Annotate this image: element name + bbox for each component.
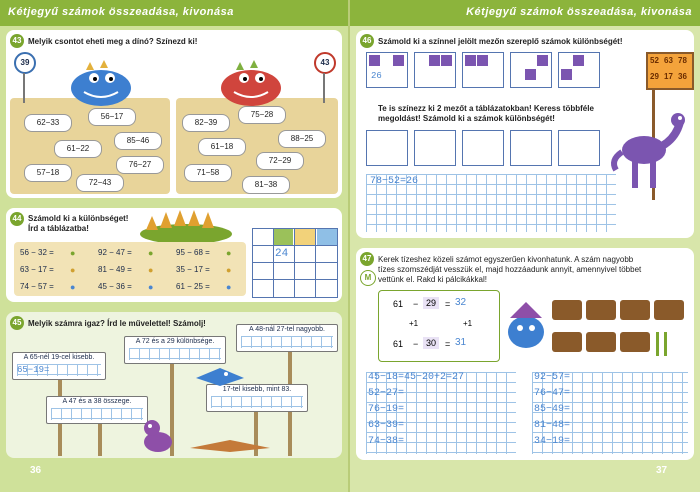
exercise-instruction: vettünk el. Rakd ki pálcikákkal! (378, 275, 487, 284)
equation: 61 − 25 = (176, 282, 210, 291)
exercise-instruction: Melyik számra igaz? Írd le műveletteI! Számolj! (28, 319, 206, 328)
exercise-number: 44 (10, 212, 24, 226)
mini-table[interactable] (510, 130, 552, 166)
exercise-instruction: Számold ki a színnel jelölt mezőn szereplő számok különbségét! (378, 37, 623, 46)
written-answer: 76−19= (368, 404, 405, 415)
page-number-left: 36 (30, 465, 42, 476)
purple-dino-illustration (614, 100, 684, 200)
number-board (646, 52, 694, 90)
board-number: 78 (678, 56, 687, 65)
sign-pole (323, 73, 325, 103)
diagram-value: +1 (409, 319, 419, 328)
sign-left: 39 (14, 52, 36, 74)
board-number: 36 (678, 72, 687, 81)
diagram-value: 29 (423, 297, 439, 309)
board-number: 63 (664, 56, 673, 65)
board-number: 17 (664, 72, 673, 81)
clue-text: A 72 és a 29 különbsége. (135, 338, 215, 345)
written-answer: 34−19= (534, 436, 571, 447)
answer-grid[interactable] (366, 174, 616, 232)
equation: 45 − 36 = (98, 282, 132, 291)
diagram-value: 61 (393, 299, 404, 309)
page-number-right: 37 (656, 465, 668, 476)
written-answer: 76−47= (534, 388, 571, 399)
clue-text: 17-tel kisebb, mint 83. (222, 386, 292, 393)
clue-text: A 65-nél 19-cel kisebb. (23, 354, 95, 361)
bone[interactable]: 57−18 (24, 164, 72, 182)
table-header-cell (317, 229, 337, 245)
exercise-47 (356, 248, 694, 460)
equation: 95 − 68 = (176, 248, 210, 257)
exercise-45 (6, 312, 342, 458)
diagram-value: 30 (423, 337, 439, 349)
exercise-instruction: Írd a táblázatba! (28, 224, 89, 233)
equation: 92 − 47 = (98, 248, 132, 257)
exercise-instruction: Melyik csontot eheti meg a dínó? Színezd ki! (28, 37, 198, 46)
equation: 74 − 57 = (20, 282, 54, 291)
diagram-value: − (413, 339, 419, 349)
bone[interactable]: 61−22 (54, 140, 102, 158)
shell-icon: ● (70, 265, 76, 275)
mini-table (462, 52, 504, 88)
sign-pole (23, 73, 25, 103)
written-answer: 74−38= (368, 436, 405, 447)
leaf-icon: ● (70, 248, 76, 258)
answer-field[interactable] (51, 408, 143, 420)
mini-table (414, 52, 456, 88)
equation: 63 − 17 = (20, 265, 54, 274)
pterodactyl-illustration (196, 364, 246, 394)
blue-dino-illustration (66, 58, 136, 108)
answer-field[interactable]: 65−19= (17, 364, 101, 376)
exercise-instruction: Te is színezz ki 2 mezőt a táblázatokban! Keress többféle (378, 104, 594, 113)
bone[interactable]: 61−18 (198, 138, 246, 156)
equation: 35 − 17 = (176, 265, 210, 274)
exercise-43 (6, 30, 342, 198)
right-page (350, 0, 700, 492)
mushroom-icon: ● (70, 282, 76, 292)
shell-icon: ● (226, 265, 232, 275)
answer-grid-right[interactable] (532, 372, 688, 454)
exercise-instruction: Számold ki a különbséget! (28, 214, 129, 223)
written-answer: 81−48= (534, 420, 571, 431)
diagram-value: 32 (455, 297, 467, 308)
mushroom-icon: ● (226, 282, 232, 292)
mini-table (558, 52, 600, 88)
written-answer: 78−52=26 (370, 176, 419, 187)
exercise-number: 46 (360, 34, 374, 48)
diagram-value: 61 (393, 339, 404, 349)
bone[interactable]: 88−25 (278, 130, 326, 148)
clue-sign (124, 336, 226, 364)
exercise-46 (356, 30, 694, 238)
bone[interactable]: 71−58 (184, 164, 232, 182)
written-answer: 52−27= (368, 388, 405, 399)
bone[interactable]: 72−43 (76, 174, 124, 192)
mini-table[interactable] (462, 130, 504, 166)
written-answer: 45−18=45−20+2=27 (368, 372, 465, 383)
exercise-number: 45 (10, 316, 24, 330)
sign-right: 43 (314, 52, 336, 74)
bone[interactable]: 81−38 (242, 176, 290, 194)
croc-illustration (190, 436, 270, 454)
bone[interactable]: 76−27 (116, 156, 164, 174)
left-header (0, 0, 350, 26)
answer-field[interactable] (211, 396, 303, 408)
small-dino-illustration (138, 416, 178, 456)
diagram-value: = (445, 299, 451, 309)
written-answer: 85−49= (534, 404, 571, 415)
answer-table (252, 228, 338, 298)
written-answer: 92−57= (534, 372, 571, 383)
triceratops-illustration (504, 302, 548, 352)
method-diagram (378, 290, 500, 362)
board-number: 52 (650, 56, 659, 65)
mini-table[interactable] (558, 130, 600, 166)
equation: 56 − 32 = (20, 248, 54, 257)
diagram-value: − (413, 299, 419, 309)
table-answer: 24 (275, 248, 289, 260)
bone[interactable]: 62−33 (24, 114, 72, 132)
board-number: 29 (650, 72, 659, 81)
mini-table-answer: 26 (371, 71, 382, 81)
stick-bundles-illustration (552, 300, 688, 360)
mini-table[interactable] (366, 130, 408, 166)
clue-sign (236, 324, 338, 352)
left-header-title: Kétjegyű számok összeadása, kivonása (8, 6, 234, 18)
exercise-instruction: tízes szomszédját vesszük el, majd hozzáadunk annyit, amennyivel többet (378, 265, 642, 274)
equation: 81 − 49 = (98, 265, 132, 274)
bone[interactable]: 72−29 (256, 152, 304, 170)
leaf-icon: ● (148, 248, 154, 258)
diagram-value: +1 (463, 319, 473, 328)
exercise-number: 47 (360, 252, 374, 266)
exercise-44 (6, 208, 342, 302)
mini-table[interactable] (414, 130, 456, 166)
m-badge: M (360, 270, 376, 286)
shell-icon: ● (148, 265, 154, 275)
bone[interactable]: 56−17 (88, 108, 136, 126)
red-dino-illustration (216, 58, 286, 108)
right-header-title: Kétjegyű számok összeadása, kivonása (466, 6, 692, 18)
mini-table (366, 52, 408, 88)
clue-text: A 48-nál 27-tel nagyobb. (249, 326, 325, 333)
leaf-icon: ● (226, 248, 232, 258)
answer-field[interactable] (241, 336, 333, 348)
clue-text: A 47 és a 38 összege. (62, 398, 132, 405)
answer-field[interactable] (129, 348, 221, 360)
clue-sign (46, 396, 148, 424)
exercise-instruction: megoldást! Számold ki a számok különbségét! (378, 114, 555, 123)
bone[interactable]: 82−39 (182, 114, 230, 132)
stegosaurus-illustration (136, 210, 236, 240)
diagram-value: 31 (455, 337, 467, 348)
answer-grid-left[interactable] (366, 372, 516, 454)
diagram-value: = (445, 339, 451, 349)
table-header-cell (273, 229, 293, 245)
table-header-cell (295, 229, 315, 245)
right-header (350, 0, 700, 26)
bone[interactable]: 85−46 (114, 132, 162, 150)
mini-table (510, 52, 552, 88)
mushroom-icon: ● (148, 282, 154, 292)
bone[interactable]: 75−28 (238, 106, 286, 124)
clue-sign (12, 352, 106, 380)
exercise-number: 43 (10, 34, 24, 48)
written-answer: 63−39= (368, 420, 405, 431)
exercise-instruction: Kerek tízeshez közeli számot egyszerűen kivonhatunk. A szám nagyobb (378, 255, 634, 264)
